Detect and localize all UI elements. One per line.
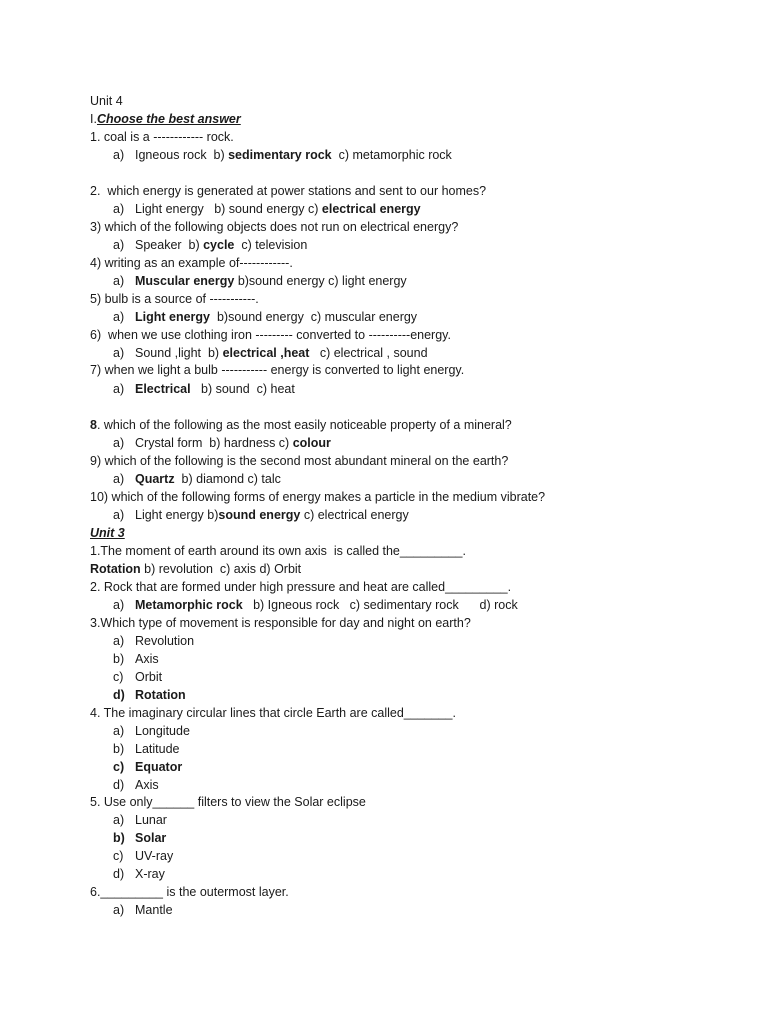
answer-option-line <box>113 848 173 864</box>
text-segment: Axis <box>135 778 159 792</box>
text-segment: 3) which of the following objects does not run on electrical energy? <box>90 220 459 234</box>
text-segment: Light energy b) <box>135 508 219 522</box>
option-marker: a) <box>113 274 125 288</box>
text-segment: Latitude <box>135 742 180 756</box>
answer-option-line <box>113 201 421 217</box>
highlighted-text: cycle <box>203 238 235 252</box>
text-line <box>90 794 366 810</box>
answer-option-line <box>113 147 452 163</box>
text-line <box>90 291 259 307</box>
text-segment: b) Igneous rock c) sedimentary rock d) rock <box>242 598 518 612</box>
text-segment: c) electrical , sound <box>309 346 428 360</box>
highlighted-text: Solar <box>135 831 167 845</box>
highlighted-text: sound energy <box>218 508 301 522</box>
text-line <box>90 111 241 127</box>
text-segment: 1. coal is a ------------ rock. <box>90 130 234 144</box>
text-segment: b) sound c) heat <box>190 382 295 396</box>
option-marker: a) <box>113 238 125 252</box>
answer-option-line <box>113 687 186 703</box>
option-marker: a) <box>113 472 125 486</box>
highlighted-text: sedimentary rock <box>228 148 332 162</box>
text-segment: 5) bulb is a source of -----------. <box>90 292 259 306</box>
text-segment: c) electrical energy <box>300 508 409 522</box>
option-marker: a) <box>113 310 125 324</box>
answer-option-line <box>113 812 167 828</box>
highlighted-text: electrical ,heat <box>222 346 310 360</box>
highlighted-text: Electrical <box>135 382 191 396</box>
text-segment: b)sound energy c) muscular energy <box>210 310 418 324</box>
text-segment: b)sound energy c) light energy <box>234 274 407 288</box>
answer-option-line <box>113 830 166 846</box>
text-segment: 2. which energy is generated at power stations and sent to our homes? <box>90 184 487 198</box>
text-segment: b) diamond c) talc <box>174 472 281 486</box>
option-marker: a) <box>113 346 125 360</box>
highlighted-text: electrical energy <box>321 202 421 216</box>
answer-option-line <box>113 902 173 918</box>
option-marker: b) <box>113 831 125 845</box>
text-segment: Unit 4 <box>90 94 123 108</box>
text-segment: Axis <box>135 652 159 666</box>
highlighted-text: Choose the best answer <box>96 112 241 126</box>
text-segment: Longitude <box>135 724 190 738</box>
text-segment: b) revolution c) axis d) Orbit <box>140 562 302 576</box>
text-segment: . which of the following as the most easily noticeable property of a mineral? <box>96 418 512 432</box>
highlighted-text: Equator <box>135 760 183 774</box>
text-segment: Light energy b) sound energy c) <box>135 202 322 216</box>
answer-option-line <box>113 381 295 397</box>
text-line <box>90 615 471 631</box>
text-line <box>90 543 466 559</box>
text-line <box>90 255 293 271</box>
text-segment: 3.Which type of movement is responsible for day and night on earth? <box>90 616 471 630</box>
highlighted-text: Rotation <box>135 688 186 702</box>
highlighted-text: 8 <box>90 418 97 432</box>
option-marker: a) <box>113 598 125 612</box>
option-marker: a) <box>113 508 125 522</box>
option-marker: a) <box>113 813 125 827</box>
answer-option-line <box>113 866 165 882</box>
text-segment: Orbit <box>135 670 163 684</box>
option-marker: c) <box>113 849 124 863</box>
text-segment: 4) writing as an example of------------. <box>90 256 293 270</box>
text-line <box>90 362 464 378</box>
highlighted-text: colour <box>292 436 331 450</box>
answer-option-line <box>113 777 159 793</box>
text-segment: 6._________ is the outermost layer. <box>90 885 289 899</box>
answer-option-line <box>113 669 162 685</box>
text-segment: 5. Use only______ filters to view the Solar eclipse <box>90 795 366 809</box>
text-segment: Crystal form b) hardness c) <box>135 436 293 450</box>
text-line <box>90 183 486 199</box>
text-line <box>90 417 512 433</box>
answer-option-line <box>113 759 182 775</box>
answer-option-line <box>113 309 417 325</box>
text-segment: Igneous rock b) <box>135 148 229 162</box>
text-segment: Mantle <box>135 903 173 917</box>
answer-option-line <box>113 471 281 487</box>
text-segment: UV-ray <box>135 849 174 863</box>
text-segment: c) television <box>234 238 308 252</box>
option-marker: d) <box>113 867 125 881</box>
option-marker: c) <box>113 670 124 684</box>
text-line <box>90 93 123 109</box>
text-line <box>90 129 234 145</box>
text-segment: I. <box>90 112 97 126</box>
text-segment: 4. The imaginary circular lines that circle Earth are called_______. <box>90 706 456 720</box>
text-segment: Lunar <box>135 813 167 827</box>
highlighted-text: Rotation <box>90 562 141 576</box>
highlighted-text: Light energy <box>135 310 211 324</box>
answer-option-line <box>113 597 518 613</box>
option-marker: a) <box>113 634 125 648</box>
text-segment: 6) when we use clothing iron --------- converted to ----------energy. <box>90 328 451 342</box>
answer-option-line <box>113 723 190 739</box>
text-segment: 7) when we light a bulb ----------- energy is converted to light energy. <box>90 363 465 377</box>
text-line <box>90 453 508 469</box>
text-line <box>90 219 458 235</box>
answer-option-line <box>113 435 331 451</box>
answer-option-line <box>113 237 307 253</box>
option-marker: b) <box>113 742 125 756</box>
highlighted-text: Quartz <box>135 472 175 486</box>
answer-option-line <box>113 345 428 361</box>
answer-option-line <box>113 651 159 667</box>
text-line <box>90 705 456 721</box>
answer-option-line <box>113 741 179 757</box>
text-segment: X-ray <box>135 867 165 881</box>
option-marker: d) <box>113 688 125 702</box>
text-line <box>90 561 301 577</box>
option-marker: c) <box>113 760 125 774</box>
text-segment: 2. Rock that are formed under high pressure and heat are called_________. <box>90 580 512 594</box>
text-segment: 1.The moment of earth around its own axis is called the_________. <box>90 544 466 558</box>
text-segment: 9) which of the following is the second most abundant mineral on the earth? <box>90 454 509 468</box>
option-marker: d) <box>113 778 125 792</box>
text-line <box>90 327 451 343</box>
option-marker: a) <box>113 436 125 450</box>
highlighted-text: Metamorphic rock <box>135 598 243 612</box>
text-segment: Sound ,light b) <box>135 346 223 360</box>
text-line <box>90 579 511 595</box>
answer-option-line <box>113 633 194 649</box>
text-line <box>90 525 125 541</box>
highlighted-text: Muscular energy <box>135 274 235 288</box>
option-marker: a) <box>113 202 125 216</box>
text-line <box>90 489 545 505</box>
option-marker: a) <box>113 382 125 396</box>
option-marker: b) <box>113 652 125 666</box>
text-segment: Revolution <box>135 634 195 648</box>
text-segment: 10) which of the following forms of energy makes a particle in the medium vibrate? <box>90 490 546 504</box>
highlighted-text: Unit 3 <box>90 526 125 540</box>
text-segment: c) metamorphic rock <box>331 148 452 162</box>
option-marker: a) <box>113 148 125 162</box>
text-line <box>90 884 289 900</box>
answer-option-line <box>113 273 407 289</box>
answer-option-line <box>113 507 409 523</box>
option-marker: a) <box>113 724 125 738</box>
text-segment: Speaker b) <box>135 238 204 252</box>
option-marker: a) <box>113 903 125 917</box>
